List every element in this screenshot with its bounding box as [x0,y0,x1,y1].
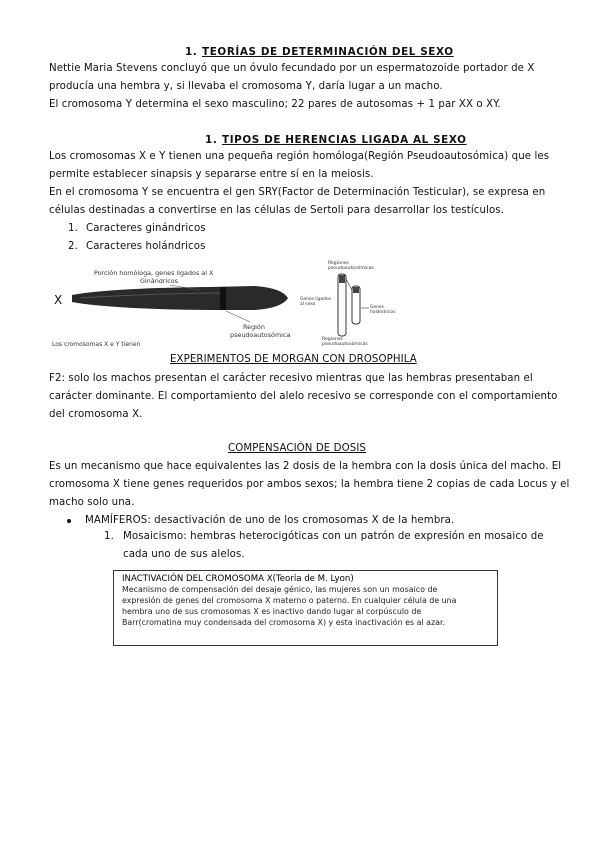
mosaicism-line-2: cada uno de sus alelos. [123,549,245,560]
section2-heading: TIPOS DE HERENCIAS LIGADA AL SEXO [222,134,467,146]
section2-line-4: células destinadas a convertirse en las células de Sertoli para desarrollar los testículos. [49,205,505,216]
x-chromosome-label: X [54,293,63,307]
box-line-2: expresión de genes del cromosoma X materno o paterno. En cualquier célula de una [122,596,457,605]
pseudoautosomal-label: pseudoautosómica [230,331,291,339]
section1-line-3: El cromosoma Y determina el sexo masculino; 22 pares de autosomas + 1 par XX o XY. [49,99,501,110]
mammals-bullet-text: MAMÍFEROS: desactivación de uno de los cromosomas X de la hembra. [85,515,455,526]
bullet-dot [67,519,71,523]
list-item-1-number: 1. [68,223,78,234]
section1-line-2: producía una hembra y, si llevaba el cromosoma Y, daría lugar a un macho. [49,81,443,92]
homologous-region-label: Porción homóloga, genes ligados al X [94,269,214,277]
list-item-1-text: Caracteres ginándricos [86,223,206,234]
list-item-2-number: 2. [68,241,78,252]
pseudoautosomal-band [220,287,226,310]
section3-line-1: F2: solo los machos presentan el carácter recesivo mientras que las hembras presentaban el [49,373,533,384]
section2-line-3: En el cromosoma Y se encuentra el gen SRY(Factor de Determinación Testicular), se expresa en [49,187,546,198]
list-item-2-text: Caracteres holándricos [86,241,206,252]
section1-heading: TEORÍAS DE DETERMINACIÓN DEL SEXO [202,46,454,58]
box-title: INACTIVACIÓN DEL CROMOSOMA X(Teoría de M. Lyon) [122,574,354,584]
pseudo-bottom-label-2: pseudoautosómicas [322,342,368,347]
x-chromosome-shape [72,286,288,310]
xy-pairing-diagram [298,256,408,348]
y-pseudo-top [353,287,359,293]
holandric-label-1: Genes [370,305,384,310]
section1-number: 1. [185,46,198,58]
section4-heading: COMPENSACIÓN DE DOSIS [228,443,366,454]
mosaicism-line-1: Mosaicismo: hembras heterocigóticas con un patrón de expresión en mosaico de [123,531,544,542]
section4-line-2: cromosoma X tiene genes requeridos por ambos sexos; la hembra tiene 2 copias de cada Locus y el [49,479,570,490]
section3-line-3: del cromosoma X. [49,409,143,420]
label-pointer-bottom [226,311,250,322]
section2-number: 1. [205,134,218,146]
section1-line-1: Nettie Maria Stevens concluyó que un óvulo fecundado por un espermatozoide portador de X [49,63,535,74]
box-line-4: Barr(cromatina muy condensada del cromosoma X) y esta inactivación es al azar. [122,618,445,627]
x-chromosome-outline [338,274,346,336]
pseudo-top-label-1: Regiones [328,261,349,266]
box-line-1: Mecanismo de compensación del desaje génico, las mujeres son un mosaico de [122,585,438,594]
mosaicism-number: 1. [104,531,114,542]
sex-linked-label-1: Genes ligados [300,297,331,302]
lyon-theory-box [113,570,498,646]
pseudo-top-label-2: pseudoautosómicas [328,266,374,271]
x-pseudo-top [339,275,345,283]
pseudo-bottom-label-1: Regiones [322,337,343,342]
sex-linked-label-2: al sexo [300,302,316,307]
section4-line-3: macho solo una. [49,497,135,508]
section4-line-1: Es un mecanismo que hace equivalentes las 2 dosis de la hembra con la dosis única del macho. El [49,461,562,472]
box-line-3: hembra uno de sus cromosomas X es inactivo dando lugar al corpúsculo de [122,607,422,616]
section2-line-2: permite establecer sinapsis y separarse entre sí en la meiosis. [49,169,374,180]
section2-line-1: Los cromosomas X e Y tienen una pequeña región homóloga(Región Pseudoautosómica) que les [49,151,550,162]
pairing-line [346,279,352,290]
figure-caption: Los cromosomas X e Y tienen [52,341,141,348]
ginandric-label: Ginándricos [140,277,178,285]
region-label: Región [243,323,265,331]
section3-line-2: carácter dominante. El comportamiento del alelo recesivo se corresponde con el comportamiento [49,391,558,402]
section3-heading: EXPERIMENTOS DE MORGAN CON DROSOPHILA [170,354,417,365]
holandric-label-2: holándricos [370,310,396,315]
